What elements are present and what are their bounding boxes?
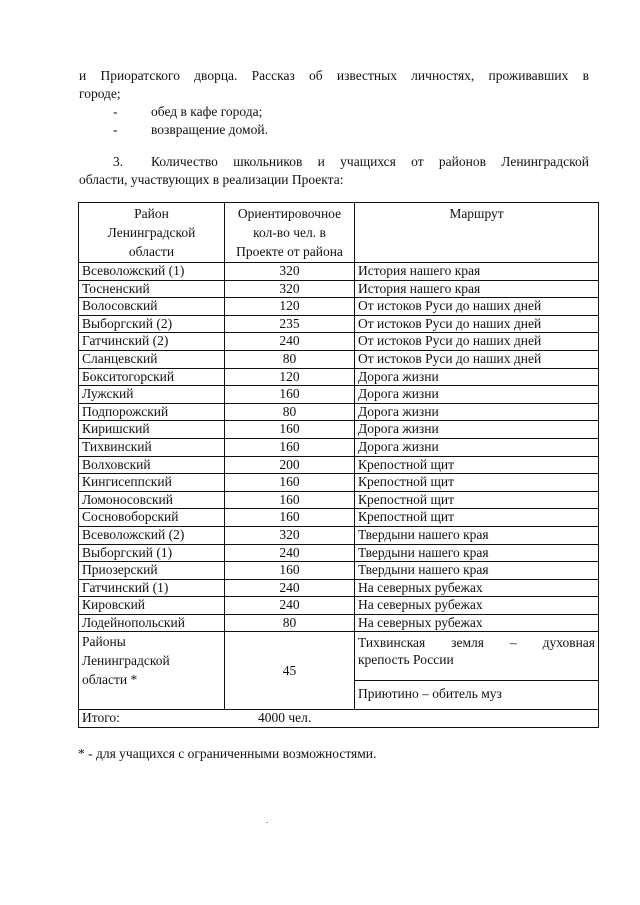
regions-route-1 — [355, 632, 599, 681]
cell-count: 320 — [225, 280, 355, 298]
cell-route: Твердыни нашего края — [355, 544, 599, 562]
cell-count: 320 — [225, 263, 355, 281]
cell-district: Гатчинский (2) — [79, 333, 225, 351]
table-row — [79, 315, 599, 333]
cell-district: Лужский — [79, 386, 225, 404]
section-heading-line-2: области, участвующих в реализации Проекта: — [79, 172, 344, 187]
table-row — [79, 368, 599, 386]
cell-district: Бокситогорский — [79, 368, 225, 386]
cell-route: Дорога жизни — [355, 386, 599, 404]
regions-district-line: Ленинградской — [82, 653, 170, 669]
header-district-line: Ленинградской — [107, 225, 196, 240]
bullet-item — [113, 121, 268, 139]
cell-district: Выборгский (1) — [79, 544, 225, 562]
cell-route: На северных рубежах — [355, 579, 599, 597]
cell-district: Ломоносовский — [79, 491, 225, 509]
cell-route: Дорога жизни — [355, 421, 599, 439]
table-row — [79, 386, 599, 404]
scan-speck — [266, 822, 268, 823]
cell-district: Киришский — [79, 421, 225, 439]
table-row — [79, 403, 599, 421]
intro-line-2: городе; — [79, 86, 121, 101]
cell-district: Лодейнопольский — [79, 614, 225, 632]
cell-route: Крепостной щит — [355, 474, 599, 492]
cell-route: На северных рубежах — [355, 614, 599, 632]
cell-route: Дорога жизни — [355, 438, 599, 456]
cell-route: На северных рубежах — [355, 597, 599, 615]
header-district — [79, 203, 225, 263]
table-row — [79, 350, 599, 368]
cell-count: 160 — [225, 509, 355, 527]
table-row — [79, 263, 599, 281]
cell-district: Волховский — [79, 456, 225, 474]
cell-district: Кингисеппский — [79, 474, 225, 492]
cell-count: 80 — [225, 403, 355, 421]
cell-count: 200 — [225, 456, 355, 474]
header-route: Маршрут — [355, 203, 599, 263]
header-district-line: области — [128, 244, 175, 259]
cell-count: 160 — [225, 474, 355, 492]
districts-table — [78, 202, 599, 728]
table-row — [79, 280, 599, 298]
table-row — [79, 526, 599, 544]
regions-route-1-line-1: Тихвинская земля – духовная — [358, 635, 595, 651]
cell-district: Тосненский — [79, 280, 225, 298]
bullet-dash: - — [113, 122, 118, 137]
cell-route: Крепостной щит — [355, 509, 599, 527]
table-body — [79, 263, 599, 632]
cell-route: Твердыни нашего края — [355, 562, 599, 580]
cell-district: Сланцевский — [79, 350, 225, 368]
header-count — [225, 203, 355, 263]
table-row — [79, 298, 599, 316]
bullet-text: возвращение домой. — [151, 122, 268, 137]
cell-route: Крепостной щит — [355, 491, 599, 509]
header-count-line: Проекте от района — [236, 244, 343, 259]
regions-route-1-line-2: крепость России — [358, 652, 454, 668]
cell-count: 160 — [225, 491, 355, 509]
table-row — [79, 333, 599, 351]
cell-route: Крепостной щит — [355, 456, 599, 474]
cell-district: Всеволожский (2) — [79, 526, 225, 544]
cell-district: Выборгский (2) — [79, 315, 225, 333]
cell-route: История нашего края — [355, 263, 599, 281]
regions-route-2: Приютино – обитель муз — [355, 681, 599, 710]
regions-district — [79, 632, 225, 710]
cell-district: Гатчинский (1) — [79, 579, 225, 597]
section-heading-line-1 — [113, 153, 589, 171]
table-row — [79, 491, 599, 509]
table-row — [79, 438, 599, 456]
cell-count: 160 — [225, 386, 355, 404]
cell-route: От истоков Руси до наших дней — [355, 350, 599, 368]
regions-count: 45 — [225, 632, 355, 710]
cell-district: Тихвинский — [79, 438, 225, 456]
cell-count: 320 — [225, 526, 355, 544]
cell-route: Дорога жизни — [355, 368, 599, 386]
cell-route: История нашего края — [355, 280, 599, 298]
bullet-text: обед в кафе города; — [151, 104, 263, 119]
total-cell — [79, 710, 599, 728]
cell-route: Дорога жизни — [355, 403, 599, 421]
cell-count: 235 — [225, 315, 355, 333]
regions-district-line: Районы — [82, 634, 126, 650]
table-row — [79, 597, 599, 615]
table-row — [79, 509, 599, 527]
cell-route: Твердыни нашего края — [355, 526, 599, 544]
cell-route: От истоков Руси до наших дней — [355, 298, 599, 316]
table-header-row — [79, 203, 599, 263]
cell-count: 240 — [225, 579, 355, 597]
cell-district: Волосовский — [79, 298, 225, 316]
cell-route: От истоков Руси до наших дней — [355, 333, 599, 351]
table-row — [79, 579, 599, 597]
footnote: * - для учащихся с ограниченными возможностями. — [78, 746, 377, 761]
cell-count: 240 — [225, 544, 355, 562]
table-row — [79, 456, 599, 474]
table-row — [79, 614, 599, 632]
header-count-line: Ориентировочное — [237, 206, 342, 221]
header-district-line: Район — [134, 206, 169, 221]
cell-count: 160 — [225, 421, 355, 439]
table-row-total — [79, 710, 599, 728]
table-row — [79, 562, 599, 580]
cell-district: Приозерский — [79, 562, 225, 580]
cell-district: Подпорожский — [79, 403, 225, 421]
total-value: 4000 чел. — [258, 710, 312, 726]
cell-count: 80 — [225, 614, 355, 632]
cell-count: 120 — [225, 368, 355, 386]
cell-district: Кировский — [79, 597, 225, 615]
cell-count: 240 — [225, 333, 355, 351]
section-title: Количество школьников и учащихся от районов Ленинградской — [151, 154, 589, 169]
total-label: Итого: — [82, 710, 120, 726]
header-count-line: кол-во чел. в — [253, 225, 326, 240]
cell-count: 240 — [225, 597, 355, 615]
bullet-item — [113, 103, 262, 121]
table-row — [79, 421, 599, 439]
bullet-dash: - — [113, 104, 118, 119]
cell-count: 160 — [225, 438, 355, 456]
table-row-regions — [79, 632, 599, 681]
table-row — [79, 544, 599, 562]
cell-district: Сосновоборский — [79, 509, 225, 527]
cell-route: От истоков Руси до наших дней — [355, 315, 599, 333]
regions-district-line: области * — [82, 672, 138, 688]
cell-count: 120 — [225, 298, 355, 316]
cell-district: Всеволожский (1) — [79, 263, 225, 281]
section-number: 3. — [113, 154, 124, 169]
table-row — [79, 474, 599, 492]
cell-count: 80 — [225, 350, 355, 368]
cell-count: 160 — [225, 562, 355, 580]
intro-line-1: и Приоратского дворца. Рассказ об известных личностях, проживавших в — [79, 68, 589, 83]
